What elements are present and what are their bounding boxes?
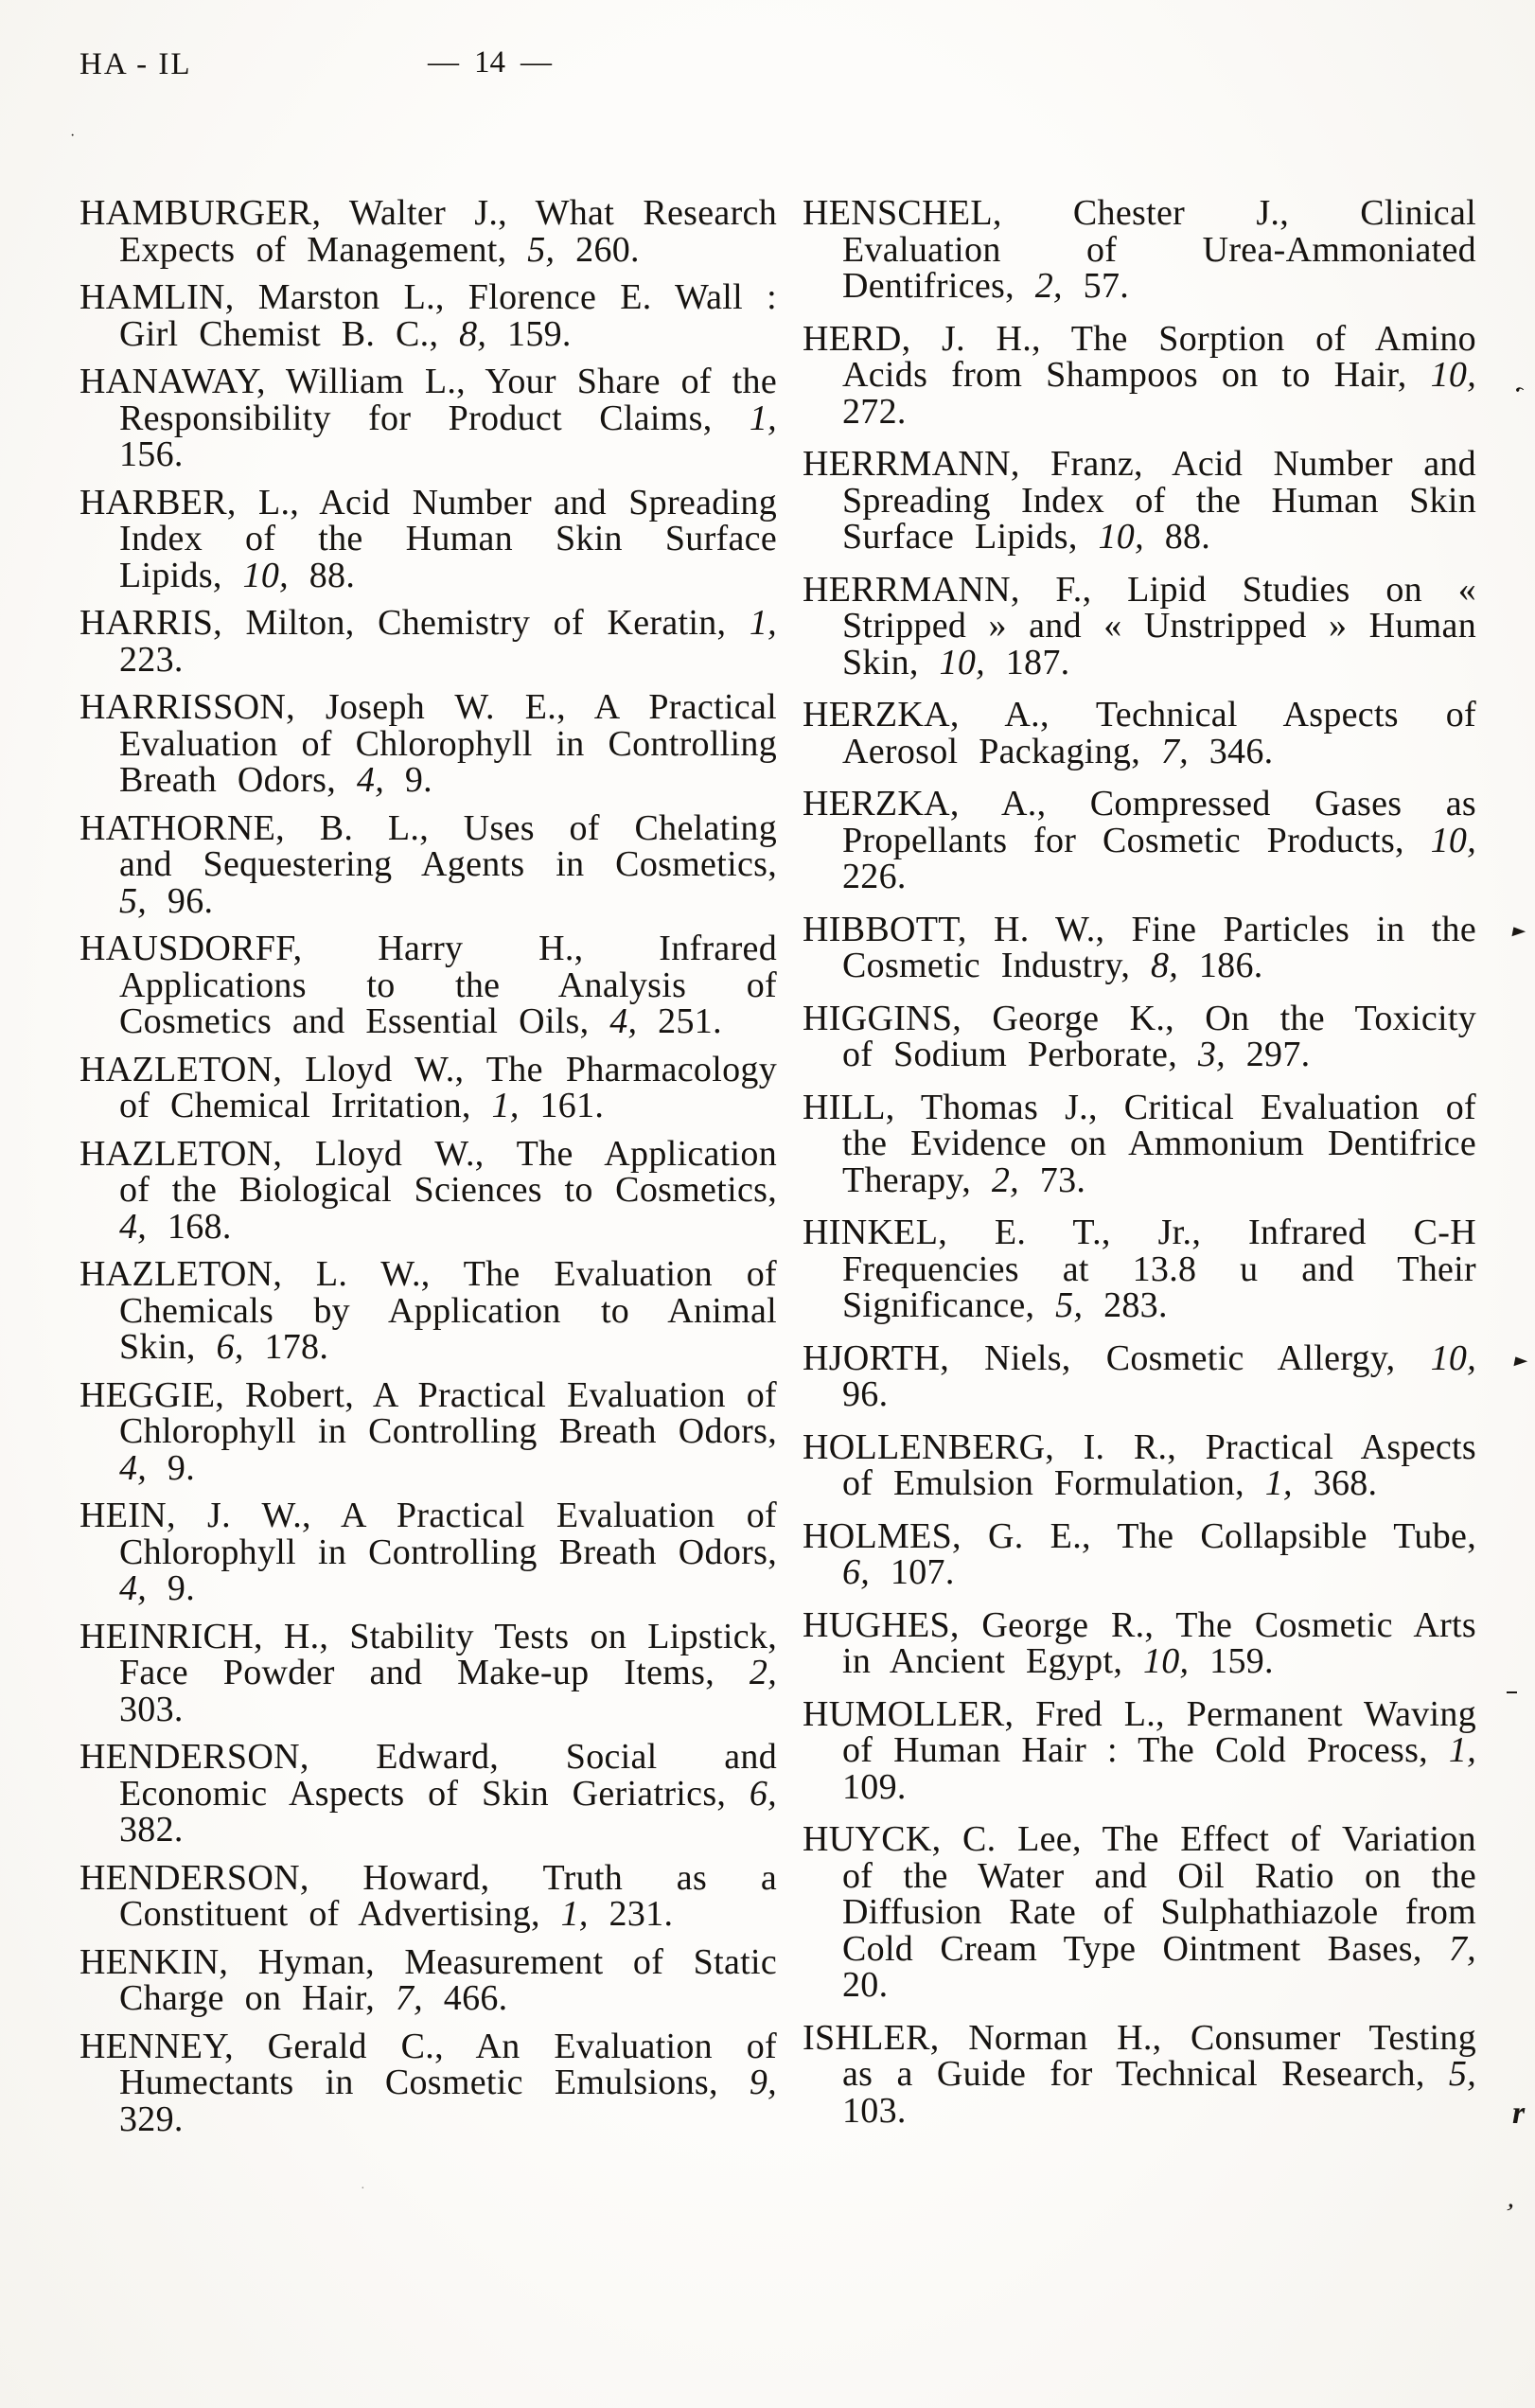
entry-text: HENDERSON, Edward, Social and Economic Aspects of Skin Geriatrics, <box>79 1737 777 1814</box>
entry-volume: 10, <box>1098 517 1144 557</box>
index-entry <box>803 1821 1476 2004</box>
entry-page: 88. <box>1164 517 1211 557</box>
entry-page: 223. <box>119 639 184 680</box>
ink-artifact: r <box>1512 2096 1526 2131</box>
entry-page: 382. <box>119 1810 184 1850</box>
entry-volume: 7, <box>395 1978 423 2018</box>
entry-text: HAZLETON, L. W., The Evaluation of Chemicals by Application to Animal Skin, <box>79 1254 777 1367</box>
right-column <box>803 195 1476 2145</box>
index-entry <box>79 605 777 678</box>
entry-text: HENDERSON, Howard, Truth as a Constituent of Advertising, <box>79 1857 777 1934</box>
entry-text: HINKEL, E. T., Jr., Infrared C-H Frequencies at 13.8 u and Their Significance, <box>803 1213 1476 1325</box>
entry-page: 178. <box>264 1327 329 1367</box>
entry-text: ISHLER, Norman H., Consumer Testing as a Guide for Technical Research, <box>803 2017 1476 2094</box>
entry-text: HARRISSON, Joseph W. E., A Practical Evaluation of Chlorophyll in Controlling Breath Odors, <box>79 687 777 800</box>
index-entry <box>79 363 777 473</box>
index-entry <box>803 1515 1476 1592</box>
entry-volume: 4, <box>119 1206 148 1247</box>
index-entry <box>79 1941 777 2018</box>
index-entry <box>803 1000 1476 1073</box>
entry-page: 303. <box>119 1689 184 1729</box>
page-number-value: 14 <box>474 45 505 80</box>
entry-text: HOLLENBERG, I. R., Practical Aspects of Emulsion Formulation, <box>803 1426 1476 1503</box>
entry-text: HERZKA, A., Compressed Gases as Propellants for Cosmetic Products, <box>803 784 1476 860</box>
entry-page: 251. <box>658 1001 722 1041</box>
entry-volume: 4, <box>609 1001 638 1041</box>
index-entry <box>79 1374 777 1488</box>
index-entry <box>803 2017 1476 2131</box>
ink-artifact: · <box>70 128 76 144</box>
entry-text: HAUSDORFF, Harry H., Infrared Applications to the Analysis of Cosmetics and Essential Oils, <box>79 929 777 1041</box>
index-entry <box>79 1049 777 1125</box>
entry-text: HEINRICH, H., Stability Tests on Lipstick, Face Powder and Make-up Items, <box>79 1616 777 1692</box>
entry-page: 9. <box>167 1568 196 1608</box>
entry-page: 272. <box>842 391 907 432</box>
page-number <box>428 45 552 80</box>
index-entry <box>803 569 1476 682</box>
entry-volume: 6, <box>749 1773 777 1814</box>
entry-page: 159. <box>507 313 572 354</box>
index-entry <box>79 482 777 595</box>
left-column <box>79 195 777 2149</box>
entry-text: HILL, Thomas J., Critical Evaluation of the Evidence on Ammonium Dentifrice Therapy, <box>803 1087 1476 1200</box>
entry-volume: 3, <box>1197 1035 1226 1074</box>
entry-page: 187. <box>1005 642 1070 682</box>
index-range-label: HA - IL <box>79 47 192 81</box>
entry-page: 186. <box>1198 946 1263 985</box>
entry-text: HARBER, L., Acid Number and Spreading Index of the Human Skin Surface Lipids, <box>79 482 777 595</box>
entry-page: 96. <box>167 880 214 921</box>
entry-page: 297. <box>1245 1035 1311 1074</box>
entry-page: 96. <box>842 1374 889 1414</box>
index-entry <box>79 689 777 799</box>
entry-page: 226. <box>842 857 907 896</box>
entry-page: 109. <box>842 1766 907 1807</box>
index-entry <box>79 807 777 921</box>
entry-text: HEGGIE, Robert, A Practical Evaluation of Chlorophyll in Controlling Breath Odors, <box>79 1374 777 1451</box>
entry-volume: 7, <box>1448 1928 1476 1969</box>
entry-text: HERRMANN, Franz, Acid Number and Spreading Index of the Human Skin Surface Lipids, <box>803 444 1476 557</box>
entry-volume: 5, <box>1055 1285 1084 1325</box>
index-entry <box>79 1256 777 1366</box>
index-entry <box>79 1133 777 1247</box>
page-number-dash-right: — <box>520 45 552 80</box>
index-entry <box>803 1214 1476 1324</box>
entry-page: 107. <box>890 1552 955 1592</box>
index-entry <box>803 697 1476 770</box>
entry-text: HENKIN, Hyman, Measurement of Static Charge on Hair, <box>79 1941 777 2018</box>
entry-text: HENNEY, Gerald C., An Evaluation of Humectants in Cosmetic Emulsions, <box>79 2026 777 2102</box>
entry-volume: 8, <box>1150 946 1179 985</box>
entry-page: 161. <box>539 1086 605 1125</box>
entry-page: 283. <box>1103 1285 1168 1325</box>
entry-volume: 2, <box>991 1160 1019 1200</box>
entry-volume: 1, <box>1264 1463 1293 1503</box>
entry-volume: 1, <box>491 1086 520 1125</box>
entry-page: 168. <box>167 1206 232 1247</box>
ink-artifact: ▬ <box>1507 1688 1517 1695</box>
entry-text: HIBBOTT, H. W., Fine Particles in the Cosmetic Industry, <box>803 909 1476 985</box>
index-entry <box>803 1337 1476 1414</box>
index-entry <box>803 1089 1476 1199</box>
entry-volume: 4, <box>356 760 384 800</box>
index-entry <box>79 1616 777 1729</box>
entry-text: HJORTH, Niels, Cosmetic Allergy, <box>803 1337 1396 1378</box>
entry-volume: 4, <box>119 1447 148 1488</box>
entry-volume: 4, <box>119 1568 148 1608</box>
page-number-dash-left: — <box>428 45 459 80</box>
index-entry <box>79 195 777 268</box>
index-entry <box>79 279 777 352</box>
index-entry <box>79 1497 777 1607</box>
entry-volume: 1, <box>749 398 777 438</box>
index-entry <box>803 1426 1476 1503</box>
entry-volume: 5, <box>527 229 556 270</box>
ink-artifact: ► <box>1509 1352 1534 1370</box>
entry-text: HERD, J. H., The Sorption of Amino Acids from Shampoos on to Hair, <box>803 318 1476 395</box>
index-entry <box>803 1604 1476 1681</box>
entry-page: 346. <box>1209 731 1274 771</box>
entry-page: 466. <box>443 1978 508 2018</box>
entry-volume: 10, <box>1430 820 1476 860</box>
index-entry <box>803 909 1476 985</box>
entry-volume: 10, <box>939 642 985 682</box>
index-entry <box>79 1739 777 1849</box>
entry-volume: 6, <box>842 1552 871 1592</box>
entry-page: 88. <box>309 555 356 595</box>
entry-text: HUGHES, George R., The Cosmetic Arts in Ancient Egypt, <box>803 1604 1476 1681</box>
entry-volume: 8, <box>459 313 487 354</box>
entry-volume: 1, <box>749 603 777 643</box>
entry-text: HARRIS, Milton, Chemistry of Keratin, <box>79 603 727 643</box>
index-entry <box>803 1693 1476 1807</box>
ink-artifact: ʼ <box>1500 2197 1517 2230</box>
index-entry <box>803 786 1476 895</box>
entry-page: 159. <box>1209 1641 1274 1681</box>
entry-volume: 1, <box>1448 1730 1476 1770</box>
entry-volume: 10, <box>1142 1641 1190 1681</box>
index-entry <box>79 930 777 1040</box>
entry-volume: 10, <box>1430 1337 1476 1378</box>
entry-page: 57. <box>1083 266 1130 306</box>
entry-page: 368. <box>1313 1463 1378 1503</box>
entry-volume: 5, <box>1448 2054 1476 2094</box>
entry-text: HUYCK, C. Lee, The Effect of Variation of the Water and Oil Ratio on the Diffusion Rate of Sulphathiazole from Cold Cream Type Ointment Bases, <box>803 1819 1476 1969</box>
entry-volume: 1, <box>560 1894 589 1934</box>
ink-artifact: , <box>1494 382 1526 403</box>
entry-text: HEIN, J. W., A Practical Evaluation of Chlorophyll in Controlling Breath Odors, <box>79 1496 777 1572</box>
entry-text: HAMLIN, Marston L., Florence E. Wall : Girl Chemist B. C., <box>79 277 777 354</box>
entry-text: HAMBURGER, Walter J., What Research Expects of Management, <box>79 193 777 270</box>
entry-text: HOLMES, G. E., The Collapsible Tube, <box>803 1515 1476 1556</box>
index-entry <box>803 446 1476 556</box>
entry-page: 9. <box>404 760 432 800</box>
entry-page: 231. <box>609 1894 674 1934</box>
ink-artifact: · <box>361 2182 365 2196</box>
entry-volume: 10, <box>1430 355 1476 395</box>
entry-text: HAZLETON, Lloyd W., The Pharmacology of Chemical Irritation, <box>79 1049 777 1125</box>
entry-page: 329. <box>119 2098 184 2139</box>
entry-volume: 2, <box>749 1653 777 1692</box>
entry-volume: 9, <box>749 2063 777 2102</box>
entry-volume: 6, <box>216 1327 244 1367</box>
entry-text: HUMOLLER, Fred L., Permanent Waving of Human Hair : The Cold Process, <box>803 1693 1476 1770</box>
entry-volume: 5, <box>119 880 148 921</box>
entry-page: 103. <box>842 2090 907 2131</box>
entry-text: HATHORNE, B. L., Uses of Chelating and Sequestering Agents in Cosmetics, <box>79 807 777 884</box>
entry-volume: 7, <box>1160 731 1189 771</box>
entry-page: 156. <box>119 434 184 474</box>
entry-text: HERZKA, A., Technical Aspects of Aerosol Packaging, <box>803 695 1476 771</box>
entry-text: HENSCHEL, Chester J., Clinical Evaluation of Urea-Ammoniated Dentifrices, <box>803 193 1476 306</box>
entry-volume: 2, <box>1034 266 1063 306</box>
index-entry <box>803 195 1476 305</box>
ink-artifact: ► <box>1507 922 1532 940</box>
entry-page: 9. <box>167 1447 196 1488</box>
index-entry <box>79 1857 777 1934</box>
entry-page: 260. <box>575 229 640 270</box>
entry-volume: 10, <box>242 555 289 595</box>
entry-text: HERRMANN, F., Lipid Studies on « Stripped » and « Unstripped » Human Skin, <box>803 569 1476 682</box>
entry-text: HIGGINS, George K., On the Toxicity of Sodium Perborate, <box>803 998 1476 1074</box>
entry-text: HANAWAY, William L., Your Share of the Responsibility for Product Claims, <box>79 362 777 438</box>
index-entry <box>79 2028 777 2138</box>
entry-page: 20. <box>842 1965 889 2005</box>
entry-text: HAZLETON, Lloyd W., The Application of the Biological Sciences to Cosmetics, <box>79 1133 777 1210</box>
entry-page: 73. <box>1039 1160 1086 1200</box>
index-entry <box>803 318 1476 432</box>
